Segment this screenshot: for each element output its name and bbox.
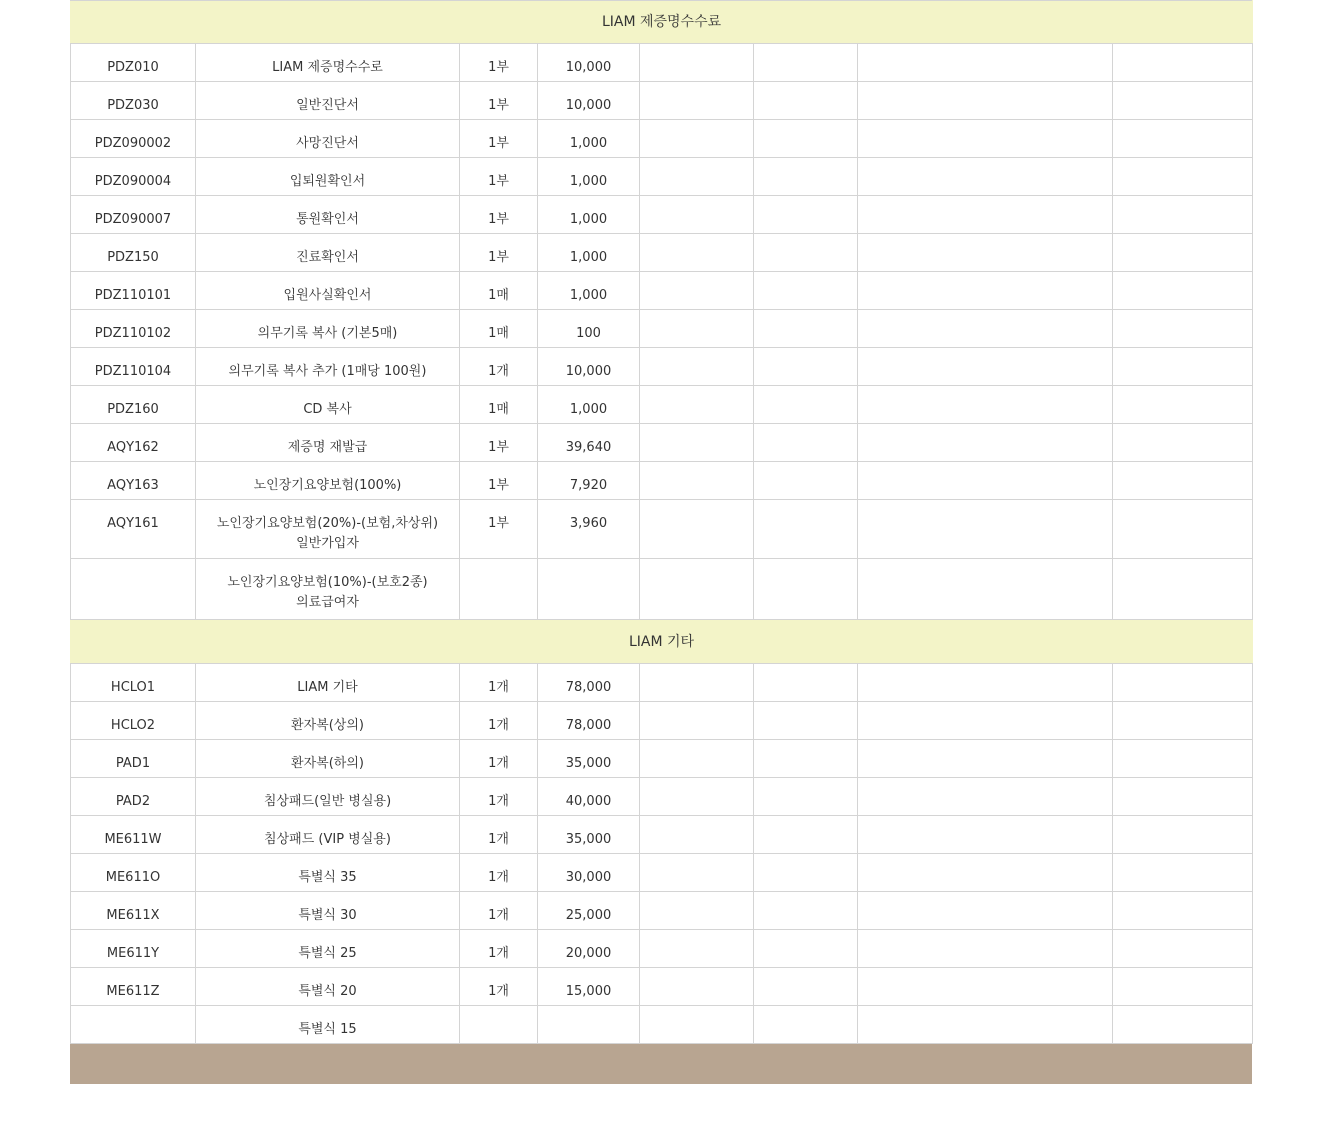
name-line: 노인장기요양보험(20%)-(보험,차상위): [216, 516, 439, 531]
table-row: [71, 44, 1253, 82]
empty-cell: [858, 664, 1113, 702]
code-cell: PDZ010: [71, 44, 196, 82]
table-row: [71, 500, 1253, 559]
empty-cell: [640, 196, 754, 234]
empty-cell: [1113, 44, 1253, 82]
empty-cell: [1113, 310, 1253, 348]
section-header: [71, 1, 1253, 44]
empty-cell: [858, 500, 1113, 559]
name-line: 의료급여자: [296, 595, 359, 610]
empty-cell: [754, 854, 858, 892]
table-row: [71, 310, 1253, 348]
empty-cell: [754, 462, 858, 500]
table-row: [71, 424, 1253, 462]
code-cell: PDZ090002: [71, 120, 196, 158]
table-row: [71, 158, 1253, 196]
empty-cell: [754, 82, 858, 120]
empty-cell: [640, 740, 754, 778]
price-cell: 1,000: [538, 196, 640, 234]
table-row: [71, 892, 1253, 930]
name-cell: 진료확인서: [196, 234, 460, 272]
empty-cell: [1113, 424, 1253, 462]
empty-cell: [754, 778, 858, 816]
empty-cell: [754, 559, 858, 620]
empty-cell: [1113, 120, 1253, 158]
price-cell: 39,640: [538, 424, 640, 462]
empty-cell: [858, 120, 1113, 158]
empty-cell: [754, 120, 858, 158]
price-cell: 78,000: [538, 664, 640, 702]
price-cell: 30,000: [538, 854, 640, 892]
empty-cell: [754, 158, 858, 196]
empty-cell: [1113, 272, 1253, 310]
unit-cell: [460, 559, 538, 620]
table-row: [71, 386, 1253, 424]
unit-cell: 1개: [460, 702, 538, 740]
empty-cell: [858, 44, 1113, 82]
unit-cell: 1개: [460, 816, 538, 854]
unit-cell: 1개: [460, 664, 538, 702]
unit-cell: 1개: [460, 740, 538, 778]
price-cell: 1,000: [538, 386, 640, 424]
name-cell: 침상패드 (VIP 병실용): [196, 816, 460, 854]
code-cell: ME611O: [71, 854, 196, 892]
empty-cell: [640, 892, 754, 930]
table-row: [71, 82, 1253, 120]
empty-cell: [858, 82, 1113, 120]
price-cell: 1,000: [538, 272, 640, 310]
table-row: [71, 120, 1253, 158]
table-row: [71, 740, 1253, 778]
name-cell: 제증명 재발급: [196, 424, 460, 462]
name-cell: CD 복사: [196, 386, 460, 424]
empty-cell: [754, 892, 858, 930]
empty-cell: [640, 702, 754, 740]
price-cell: 1,000: [538, 120, 640, 158]
unit-cell: 1매: [460, 272, 538, 310]
name-cell: 노인장기요양보험(100%): [196, 462, 460, 500]
empty-cell: [754, 310, 858, 348]
empty-cell: [640, 816, 754, 854]
empty-cell: [1113, 968, 1253, 1006]
empty-cell: [640, 158, 754, 196]
name-cell: 의무기록 복사 추가 (1매당 100원): [196, 348, 460, 386]
price-cell: 78,000: [538, 702, 640, 740]
name-cell: LIAM 기타: [196, 664, 460, 702]
name-cell: 특별식 15: [196, 1006, 460, 1044]
name-cell: 침상패드(일반 병실용): [196, 778, 460, 816]
table-row: [71, 778, 1253, 816]
empty-cell: [1113, 740, 1253, 778]
empty-cell: [858, 702, 1113, 740]
code-cell: ME611Y: [71, 930, 196, 968]
unit-cell: 1개: [460, 968, 538, 1006]
unit-cell: 1부: [460, 424, 538, 462]
table-row: [71, 664, 1253, 702]
price-cell: 15,000: [538, 968, 640, 1006]
empty-cell: [1113, 462, 1253, 500]
name-cell: 특별식 20: [196, 968, 460, 1006]
empty-cell: [858, 968, 1113, 1006]
unit-cell: 1개: [460, 348, 538, 386]
code-cell: PDZ110101: [71, 272, 196, 310]
footer-band: [70, 1044, 1252, 1084]
unit-cell: 1매: [460, 310, 538, 348]
unit-cell: 1개: [460, 854, 538, 892]
empty-cell: [640, 272, 754, 310]
empty-cell: [858, 930, 1113, 968]
name-cell: 환자복(하의): [196, 740, 460, 778]
unit-cell: 1부: [460, 462, 538, 500]
price-cell: 10,000: [538, 44, 640, 82]
empty-cell: [640, 310, 754, 348]
name-cell: 의무기록 복사 (기본5매): [196, 310, 460, 348]
unit-cell: 1매: [460, 386, 538, 424]
empty-cell: [640, 44, 754, 82]
code-cell: HCLO2: [71, 702, 196, 740]
name-cell: 환자복(상의): [196, 702, 460, 740]
empty-cell: [754, 930, 858, 968]
unit-cell: 1부: [460, 120, 538, 158]
code-cell: HCLO1: [71, 664, 196, 702]
table-row: [71, 348, 1253, 386]
empty-cell: [640, 968, 754, 1006]
empty-cell: [1113, 158, 1253, 196]
name-cell: 사망진단서: [196, 120, 460, 158]
name-cell: 통원확인서: [196, 196, 460, 234]
empty-cell: [858, 272, 1113, 310]
code-cell: PAD1: [71, 740, 196, 778]
empty-cell: [640, 120, 754, 158]
price-cell: 100: [538, 310, 640, 348]
empty-cell: [1113, 1006, 1253, 1044]
code-cell: PAD2: [71, 778, 196, 816]
price-cell: 20,000: [538, 930, 640, 968]
empty-cell: [858, 778, 1113, 816]
empty-cell: [754, 234, 858, 272]
table-row: [71, 462, 1253, 500]
price-cell: 10,000: [538, 348, 640, 386]
code-cell: PDZ090007: [71, 196, 196, 234]
empty-cell: [1113, 559, 1253, 620]
code-cell: ME611X: [71, 892, 196, 930]
section-header: [71, 620, 1253, 664]
code-cell: PDZ160: [71, 386, 196, 424]
empty-cell: [754, 386, 858, 424]
empty-cell: [1113, 500, 1253, 559]
table-row: [71, 234, 1253, 272]
section-title: LIAM 제증명수수료: [71, 1, 1253, 44]
empty-cell: [754, 702, 858, 740]
empty-cell: [858, 158, 1113, 196]
empty-cell: [1113, 930, 1253, 968]
unit-cell: 1개: [460, 778, 538, 816]
empty-cell: [754, 424, 858, 462]
unit-cell: 1개: [460, 892, 538, 930]
empty-cell: [640, 82, 754, 120]
empty-cell: [1113, 196, 1253, 234]
empty-cell: [640, 500, 754, 559]
name-cell: 입퇴원확인서: [196, 158, 460, 196]
empty-cell: [640, 348, 754, 386]
empty-cell: [1113, 778, 1253, 816]
fee-table: [70, 0, 1253, 1044]
table-row: [71, 272, 1253, 310]
empty-cell: [640, 854, 754, 892]
name-line: 일반가입자: [296, 536, 359, 551]
empty-cell: [858, 462, 1113, 500]
empty-cell: [640, 778, 754, 816]
empty-cell: [1113, 348, 1253, 386]
empty-cell: [1113, 82, 1253, 120]
price-cell: 40,000: [538, 778, 640, 816]
empty-cell: [858, 310, 1113, 348]
empty-cell: [640, 930, 754, 968]
table-row: [71, 854, 1253, 892]
table-row: [71, 702, 1253, 740]
empty-cell: [754, 348, 858, 386]
empty-cell: [858, 1006, 1113, 1044]
price-cell: 10,000: [538, 82, 640, 120]
name-cell: [196, 559, 460, 620]
code-cell: AQY163: [71, 462, 196, 500]
empty-cell: [754, 44, 858, 82]
price-cell: 35,000: [538, 816, 640, 854]
table-row: [71, 816, 1253, 854]
empty-cell: [1113, 854, 1253, 892]
name-cell: LIAM 제증명수수로: [196, 44, 460, 82]
code-cell: PDZ110104: [71, 348, 196, 386]
unit-cell: 1부: [460, 500, 538, 559]
price-cell: 1,000: [538, 158, 640, 196]
empty-cell: [858, 196, 1113, 234]
price-cell: 7,920: [538, 462, 640, 500]
empty-cell: [1113, 892, 1253, 930]
price-cell: 35,000: [538, 740, 640, 778]
price-cell: 25,000: [538, 892, 640, 930]
code-cell: [71, 1006, 196, 1044]
empty-cell: [754, 196, 858, 234]
name-cell: 특별식 30: [196, 892, 460, 930]
unit-cell: 1개: [460, 930, 538, 968]
empty-cell: [754, 740, 858, 778]
price-cell: [538, 1006, 640, 1044]
empty-cell: [858, 740, 1113, 778]
code-cell: PDZ030: [71, 82, 196, 120]
unit-cell: 1부: [460, 82, 538, 120]
price-cell: 1,000: [538, 234, 640, 272]
code-cell: ME611Z: [71, 968, 196, 1006]
code-cell: [71, 559, 196, 620]
unit-cell: 1부: [460, 158, 538, 196]
empty-cell: [858, 816, 1113, 854]
empty-cell: [640, 424, 754, 462]
empty-cell: [858, 348, 1113, 386]
empty-cell: [640, 234, 754, 272]
code-cell: AQY161: [71, 500, 196, 559]
name-cell: 특별식 25: [196, 930, 460, 968]
empty-cell: [640, 386, 754, 424]
empty-cell: [858, 234, 1113, 272]
unit-cell: [460, 1006, 538, 1044]
code-cell: PDZ150: [71, 234, 196, 272]
name-cell: 일반진단서: [196, 82, 460, 120]
code-cell: PDZ110102: [71, 310, 196, 348]
name-line: 노인장기요양보험(10%)-(보호2종): [227, 575, 428, 590]
price-cell: [538, 559, 640, 620]
empty-cell: [754, 1006, 858, 1044]
fee-table-container: [70, 0, 1252, 1084]
table-row: [71, 559, 1253, 620]
empty-cell: [754, 816, 858, 854]
unit-cell: 1부: [460, 234, 538, 272]
table-row: [71, 196, 1253, 234]
empty-cell: [754, 968, 858, 1006]
code-cell: PDZ090004: [71, 158, 196, 196]
table-row: [71, 930, 1253, 968]
table-row: [71, 1006, 1253, 1044]
empty-cell: [858, 559, 1113, 620]
empty-cell: [754, 272, 858, 310]
table-row: [71, 968, 1253, 1006]
empty-cell: [858, 386, 1113, 424]
empty-cell: [858, 854, 1113, 892]
price-cell: 3,960: [538, 500, 640, 559]
empty-cell: [754, 500, 858, 559]
empty-cell: [640, 1006, 754, 1044]
code-cell: AQY162: [71, 424, 196, 462]
empty-cell: [1113, 234, 1253, 272]
name-cell: 입원사실확인서: [196, 272, 460, 310]
section-title: LIAM 기타: [71, 620, 1253, 664]
unit-cell: 1부: [460, 44, 538, 82]
empty-cell: [640, 462, 754, 500]
empty-cell: [1113, 702, 1253, 740]
empty-cell: [1113, 816, 1253, 854]
empty-cell: [858, 424, 1113, 462]
empty-cell: [640, 664, 754, 702]
empty-cell: [1113, 386, 1253, 424]
name-cell: [196, 500, 460, 559]
code-cell: ME611W: [71, 816, 196, 854]
empty-cell: [858, 892, 1113, 930]
empty-cell: [1113, 664, 1253, 702]
unit-cell: 1부: [460, 196, 538, 234]
empty-cell: [640, 559, 754, 620]
empty-cell: [754, 664, 858, 702]
name-cell: 특별식 35: [196, 854, 460, 892]
